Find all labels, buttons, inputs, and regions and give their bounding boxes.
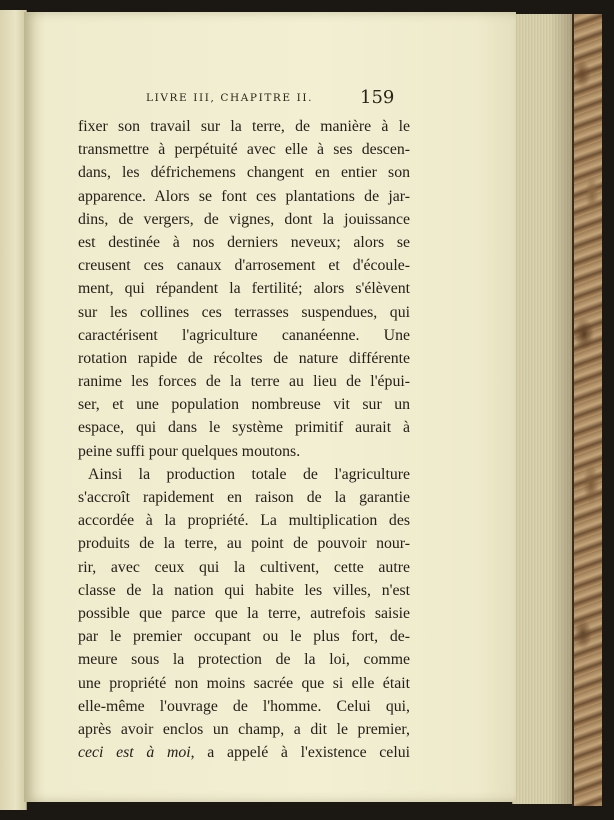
text-line: classe de la nation qui habite les villes, n'est — [78, 581, 410, 599]
text-line: produits de la terre, au point de pouvoir nour- — [78, 535, 410, 553]
paragraph-first-line: Ainsi la production totale de l'agriculture — [88, 465, 410, 483]
text-line: s'accroît rapidement en raison de la garantie — [78, 489, 410, 506]
text-line: une propriété non moins sacrée que si elle était — [78, 674, 410, 692]
page-header — [24, 87, 516, 112]
text-line: ment, qui répandent la fertilité; alors s'élèvent — [78, 280, 410, 298]
text-line: ranime les forces de la terre au lieu de l'épui- — [78, 373, 410, 391]
marbled-cover — [572, 14, 602, 806]
running-head: LIVRE III, CHAPITRE II. — [146, 92, 314, 104]
text-line: elle-même l'ouvrage de l'homme. Celui qui, — [78, 697, 410, 715]
italic-quote: ceci est à moi — [78, 744, 191, 762]
text-line: rotation rapide de récoltes de nature différente — [78, 349, 410, 367]
text-line: sur les collines ces terrasses suspendues, qui — [78, 303, 410, 321]
text-line: meure sous la protection de la loi, comme — [78, 651, 410, 669]
text-line: est destinée à nos derniers neveux; alors se — [78, 233, 410, 251]
text-fragment: , a appelé à l'existence celui — [190, 744, 410, 762]
text-line: creusent ces canaux d'arrosement et d'écoule- — [78, 257, 410, 275]
text-line: transmettre à perpétuité avec elle à ses descen- — [78, 141, 410, 159]
left-page-edge — [0, 10, 27, 810]
text-line: dins, de vergers, de vignes, dont la jouissance — [78, 210, 410, 228]
text-line: dans, les défrichemens changent en entier son — [78, 164, 410, 182]
text-line: accordée à la propriété. La multiplication des — [78, 512, 410, 530]
text-line: peine suffi pour quelques moutons. — [78, 442, 301, 460]
text-line: apparence. Alors se font ces plantations de jar- — [78, 187, 410, 205]
text-line: par le premier occupant ou le plus fort, de- — [78, 628, 410, 646]
book-page — [24, 12, 516, 802]
text-line: caractérisent l'agriculture cananéenne. Une — [78, 326, 410, 344]
text-line: rir, avec ceux qui la cultivent, cette autre — [78, 558, 410, 576]
page-edges-stack — [512, 14, 575, 804]
text-line: fixer son travail sur la terre, de manière à le — [78, 118, 410, 135]
text-line: possible que parce que la terre, autrefois saisie — [78, 604, 410, 622]
text-line-last — [78, 741, 410, 764]
text-line: espace, qui dans le système primitif aurait à — [78, 419, 410, 437]
text-line: ser, et une population nombreuse vit sur un — [78, 396, 410, 414]
body-text — [78, 115, 410, 764]
page-number: 159 — [360, 87, 395, 108]
text-line: après avoir enclos un champ, a dit le premier, — [78, 720, 410, 738]
